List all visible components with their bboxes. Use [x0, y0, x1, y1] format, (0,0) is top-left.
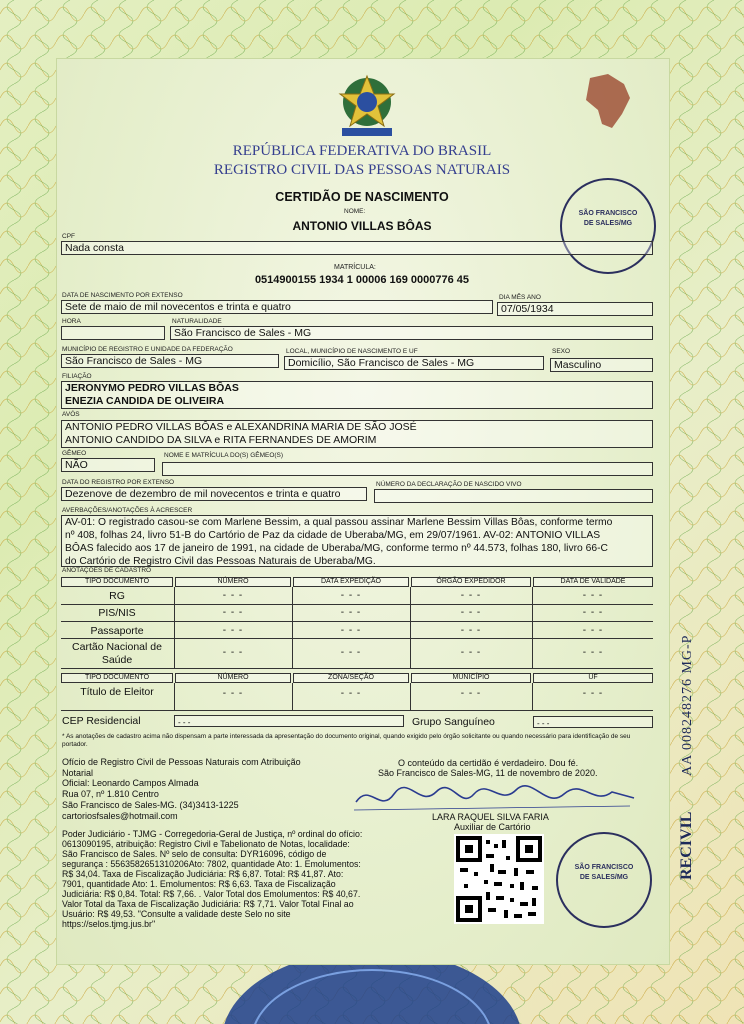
table-cell: - - -	[460, 607, 482, 618]
notary-stamp-top	[560, 178, 656, 274]
doc-type-voter: Título de Eleitor	[80, 686, 154, 698]
birth-date: 07/05/1934	[497, 302, 653, 316]
registro-date-field: Dezenove de dezembro de mil novecentos e trinta e quatro	[61, 487, 367, 501]
office-official: Oficial: Leonardo Campos Almada	[62, 778, 199, 788]
office-address: Rua 07, nº 1.810 Centro	[62, 789, 159, 799]
signer-role: Auxiliar de Cartório	[454, 822, 531, 832]
country-title: REPÚBLICA FEDERATIVA DO BRASIL	[232, 143, 492, 159]
office-email: cartoriosfsales@hotmail.com	[62, 811, 178, 821]
stamp-state: DE SALES/MG	[579, 874, 629, 881]
office-line: Notarial	[62, 768, 94, 778]
naturalidade-label: NATURALIDADE	[172, 318, 222, 325]
avos-line-1: ANTONIO PEDRO VILLAS BÔAS e ALEXANDRINA MARIA DE SÃO JOSÉ	[65, 421, 417, 433]
matricula-label: MATRÍCULA:	[334, 264, 376, 271]
seal-line: Judiciária: R$ 0,84. Total: R$ 7,66. . Valor Total dos Emolumentos: R$ 40,67.	[62, 889, 361, 899]
table-cell: - - -	[222, 625, 244, 636]
matricula-number: 0514900155 1934 1 00006 169 0000776 45	[254, 274, 470, 286]
attest-line: O conteúdo da certidão é verdadeiro. Dou fé.	[398, 758, 579, 768]
cpf-label: CPF	[62, 233, 75, 240]
municipio-label: MUNICÍPIO DE REGISTRO E UNIDADE DA FEDERAÇÃO	[62, 346, 233, 353]
averbacao-line: BÔAS falecido aos 17 de janeiro de 1991, na cidade de Uberaba/MG, conforme termo nº 44.573, folhas 180, livro 66-C	[65, 543, 608, 554]
seal-line: São Francisco de Sales. Nº selo de consulta: DYR16096, código de	[62, 849, 327, 859]
filiacao-field	[61, 381, 653, 409]
col-header: NÚMERO	[175, 673, 291, 683]
seal-line: R$ 34,04. Taxa de Fiscalização Judiciária: R$ 6,87. Total: R$ 41,87. Ato:	[62, 869, 344, 879]
signer-name: LARA RAQUEL SILVA FARIA	[432, 812, 549, 822]
registro-date-label: DATA DO REGISTRO POR EXTENSO	[62, 479, 175, 486]
table-cell: - - -	[460, 590, 482, 601]
col-header: NÚMERO	[175, 577, 291, 587]
day-month-year-label: DIA MÊS ANO	[499, 294, 541, 301]
hora-field	[61, 326, 165, 340]
table-cell: - - -	[340, 607, 362, 618]
averbacao-line: do Cartório de Registro Civil das Pessoas Naturais de Uberaba/MG.	[65, 556, 376, 567]
sexo-label: SEXO	[552, 348, 571, 355]
local-label: LOCAL, MUNICÍPIO DE NASCIMENTO E UF	[286, 348, 418, 355]
gemeo-label: GÊMEO	[62, 450, 87, 457]
avos-field	[61, 420, 653, 448]
table-cell: - - -	[582, 607, 604, 618]
dnv-field	[374, 489, 653, 503]
gemeo-names-field	[162, 462, 653, 476]
avos-line-2: ANTONIO CANDIDO DA SILVA e RITA FERNANDES DE AMORIM	[65, 434, 377, 446]
averbacoes-label: AVERBAÇÕES/ANOTAÇÕES À ACRESCER	[62, 507, 193, 514]
table-cell: - - -	[340, 688, 362, 699]
col-header: UF	[533, 673, 653, 683]
table-cell: - - -	[222, 688, 244, 699]
doc-type-rg: RG	[109, 590, 125, 602]
signature-graphic	[350, 780, 640, 816]
table-cell: - - -	[582, 590, 604, 601]
table-cell: - - -	[340, 590, 362, 601]
recivil-logo: RECIVIL	[678, 811, 695, 880]
municipio-field: São Francisco de Sales - MG	[61, 354, 279, 368]
table-cell: - - -	[460, 647, 482, 658]
serial-brand	[678, 812, 696, 880]
office-phone: São Francisco de Sales-MG. (34)3413-1225	[62, 800, 239, 810]
registry-title: REGISTRO CIVIL DAS PESSOAS NATURAIS	[213, 162, 511, 178]
brazil-map-icon	[578, 70, 634, 134]
seal-line: Usuário: R$ 49,53. "Consulte a validade deste Selo no site	[62, 909, 291, 919]
seal-line: 7901, quantidade Ato: 1. Emolumentos: R$ 6,63. Taxa de Fiscalização	[62, 879, 336, 889]
sexo-field: Masculino	[550, 358, 653, 372]
serial-number: AA 008248276 MG-P	[680, 634, 695, 776]
filiacao-label: FILIAÇÃO	[62, 373, 92, 380]
seal-line: Valor Total da Taxa de Fiscalização Judiciária: R$ 7,71. Valor Total Final ao	[62, 899, 354, 909]
attest-date: São Francisco de Sales-MG, 11 de novembro de 2020.	[378, 768, 598, 778]
name-label: NOME:	[344, 208, 366, 215]
cadastro-note: * As anotações de cadastro acima não dispensam a parte interessada da apresentação do documento original, quando exigido pelo órgão solicitante ou quando necessário para identificação de seu portador.	[62, 733, 631, 748]
avos-label: AVÓS	[62, 411, 80, 418]
doc-type-pis: PIS/NIS	[98, 607, 136, 619]
doc-type-health-card-line2: Saúde	[101, 654, 133, 666]
hora-label: HORA	[62, 318, 81, 325]
col-header: MUNICÍPIO	[411, 673, 531, 683]
table-cell: - - -	[460, 625, 482, 636]
table-cell: - - -	[582, 625, 604, 636]
averbacao-line: nº 408, folhas 24, livro 51-B do Cartório de Paz da cidade de Uberaba/MG, em 29/07/1961. AV-02: ANTONIO VILLAS	[65, 530, 601, 541]
table-cell: - - -	[340, 625, 362, 636]
cep-label: CEP Residencial	[62, 715, 141, 727]
col-header: ZONA/SEÇÃO	[293, 673, 409, 683]
father-name: JERONYMO PEDRO VILLAS BÔAS	[65, 382, 239, 394]
doc-type-health-card: Cartão Nacional de	[72, 641, 162, 653]
col-header: DATA EXPEDIÇÃO	[293, 577, 409, 587]
seal-line: Poder Judiciário - TJMG - Corregedoria-Geral de Justiça, nº ordinal do ofício:	[62, 829, 363, 839]
coat-of-arms-icon	[334, 72, 400, 142]
doc-type-passport: Passaporte	[90, 625, 144, 637]
seal-line: segurança : 5563582651310206Ato: 7802, quantidade Ato: 1. Emolumentos:	[62, 859, 361, 869]
local-field: Domicílio, São Francisco de Sales - MG	[284, 356, 544, 370]
col-header: TIPO DOCUMENTO	[61, 577, 173, 587]
table-cell: - - -	[222, 647, 244, 658]
naturalidade-field: São Francisco de Sales - MG	[170, 326, 653, 340]
table-cell: - - -	[222, 607, 244, 618]
certificate-title: CERTIDÃO DE NASCIMENTO	[275, 190, 449, 204]
mother-name: ENEZIA CANDIDA DE OLIVEIRA	[65, 395, 225, 407]
col-header: TIPO DOCUMENTO	[61, 673, 173, 683]
averbacao-line: AV-01: O registrado casou-se com Marlene Bessim, a qual passou assinar Marlene Bessim Villas Bôas, conforme termo	[65, 517, 613, 528]
gemeo-names-label: NOME E MATRÍCULA DO(S) GÊMEO(S)	[164, 452, 284, 459]
cep-field: - - -	[174, 715, 404, 727]
table-cell: - - -	[582, 688, 604, 699]
registrant-name: ANTONIO VILLAS BÔAS	[292, 219, 432, 233]
table-cell: - - -	[460, 688, 482, 699]
blood-type-field: - - -	[533, 716, 653, 728]
table-cell: - - -	[582, 647, 604, 658]
blood-type-label: Grupo Sanguíneo	[412, 716, 495, 728]
stamp-city: SÃO FRANCISCO	[578, 210, 638, 217]
seal-line: 0613090195, atribuição: Registro Civil e Tabelionato de Notas, localidade:	[62, 839, 350, 849]
stamp-state: DE SALES/MG	[583, 220, 633, 227]
table-cell: - - -	[340, 647, 362, 658]
table-cell: - - -	[222, 590, 244, 601]
col-header: ÓRGÃO EXPEDIDOR	[411, 577, 531, 587]
office-line: Ofício de Registro Civil de Pessoas Naturais com Atribuição	[62, 757, 301, 767]
dnv-label: NÚMERO DA DECLARAÇÃO DE NASCIDO VIVO	[376, 481, 522, 488]
birth-date-ext: Sete de maio de mil novecentos e trinta e quatro	[61, 300, 493, 314]
notary-stamp-bottom	[556, 832, 652, 928]
birth-date-ext-label: DATA DE NASCIMENTO POR EXTENSO	[62, 292, 183, 299]
cadastro-label: ANOTAÇÕES DE CADASTRO	[62, 567, 152, 574]
averbacoes-field	[61, 515, 653, 567]
col-header: DATA DE VALIDADE	[533, 577, 653, 587]
gemeo-field: NÃO	[61, 458, 155, 472]
stamp-city: SÃO FRANCISCO	[574, 864, 634, 871]
cpf-field: Nada consta	[61, 241, 653, 255]
seal-line: https://selos.tjmg.jus.br"	[62, 919, 156, 929]
qr-code-icon	[454, 834, 544, 924]
